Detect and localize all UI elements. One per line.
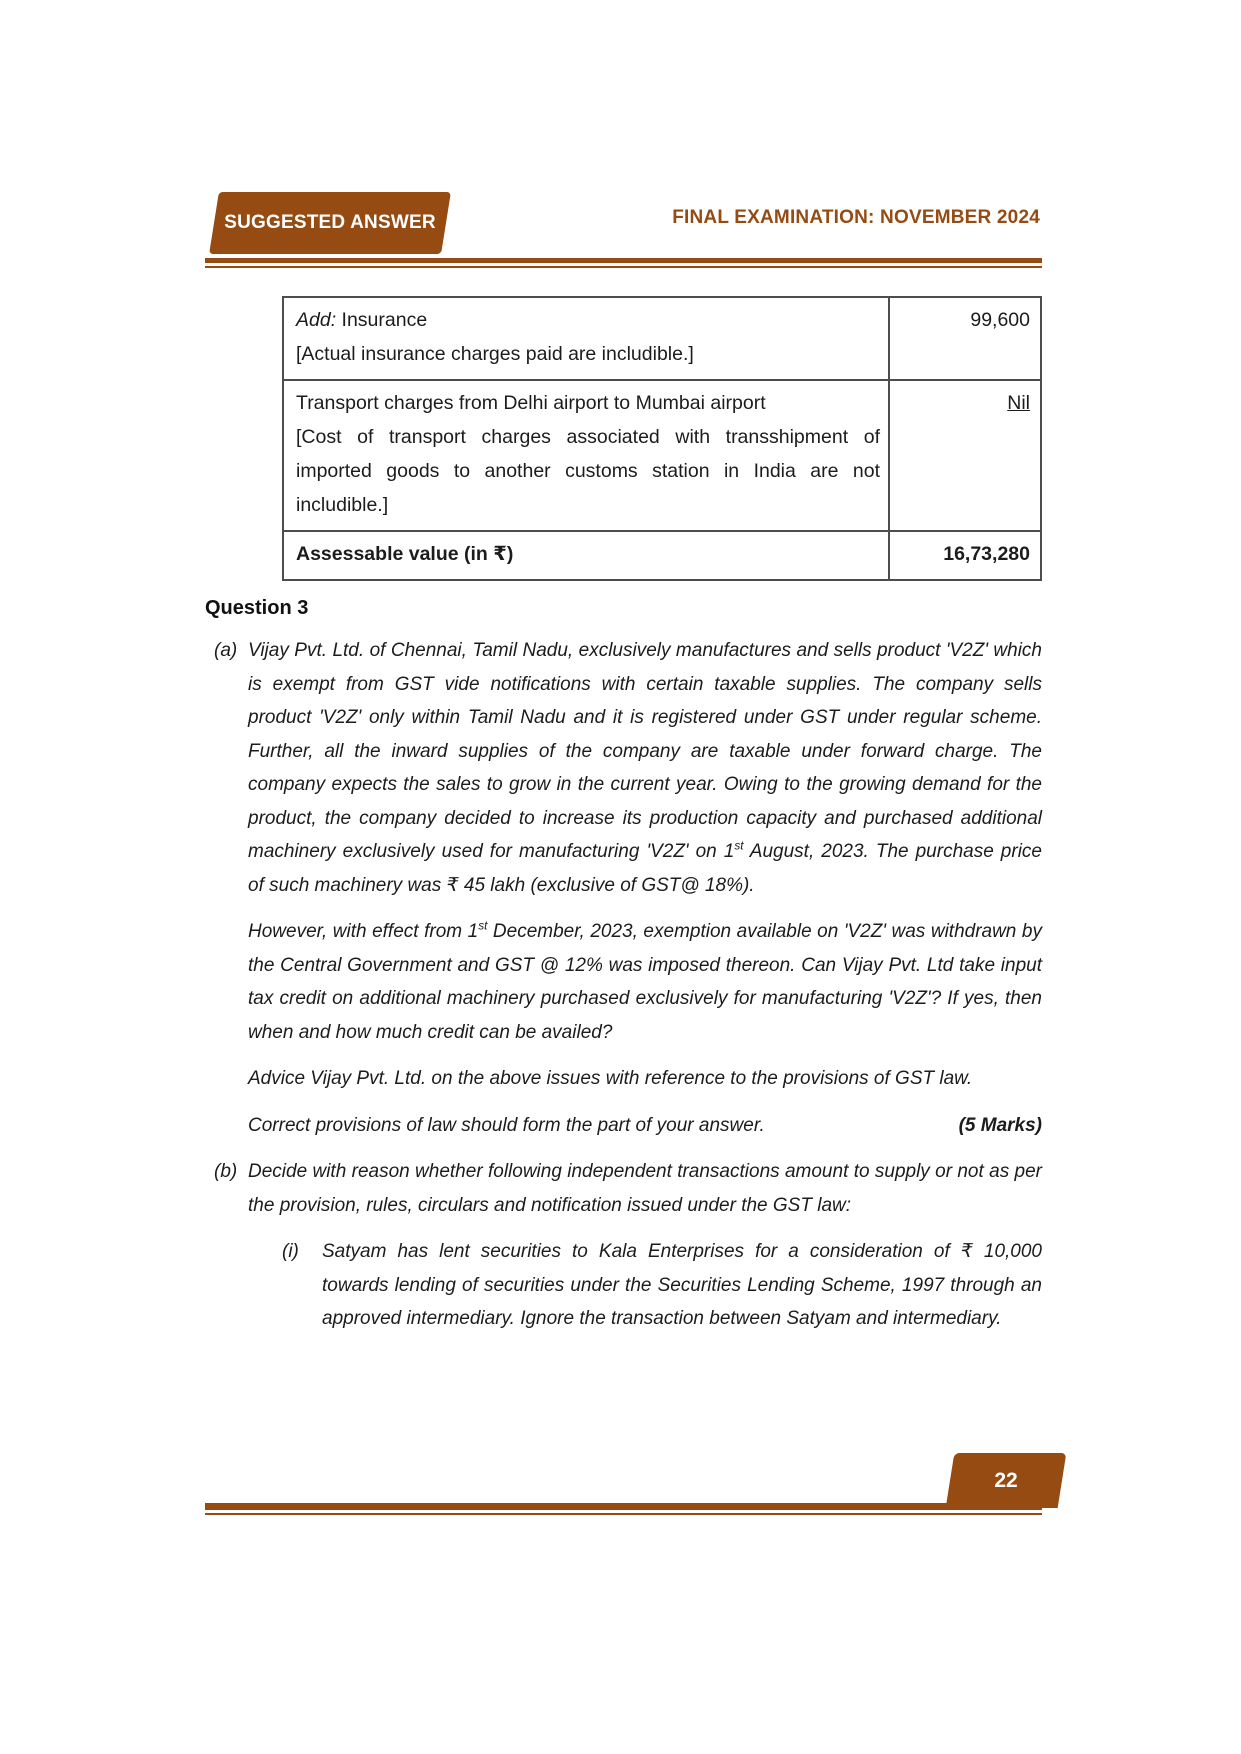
insurance-row-note: [Actual insurance charges paid are includible.] [296, 343, 694, 365]
closing-instruction: Correct provisions of law should form the part of your answer. [248, 1114, 765, 1136]
question-heading: Question 3 [205, 597, 309, 619]
page-number: 22 [994, 1468, 1018, 1492]
ordinal-superscript: st [734, 839, 744, 853]
assessable-value-label-cell: Assessable value (in ₹) [283, 531, 889, 580]
customs-valuation-table [282, 296, 1042, 581]
assessable-value-cell: 16,73,280 [889, 531, 1041, 580]
nil-value: Nil [1007, 392, 1030, 414]
suggested-answer-banner-label: SUGGESTED ANSWER [224, 212, 436, 233]
transport-value-cell [889, 380, 1041, 531]
part-a-paragraph-3: Advice Vijay Pvt. Ltd. on the above issues with reference to the provisions of GST law. [248, 1068, 973, 1089]
table-row-assessable-value [283, 531, 1041, 580]
paragraph-text-segment: August, 2023. The purchase price of such machinery was ₹ 45 lakh (exclusive of GST@ 18%). [248, 841, 1042, 896]
table-row-transport [283, 380, 1041, 531]
header-rule-thin [205, 266, 1042, 268]
part-b-label: (b) [214, 1161, 238, 1182]
insurance-value-cell: 99,600 [889, 297, 1041, 380]
item-i-label: (i) [282, 1241, 299, 1262]
add-prefix: Add: [296, 309, 337, 331]
part-a-label: (a) [214, 640, 238, 661]
paragraph-text-segment: Vijay Pvt. Ltd. of Chennai, Tamil Nadu, exclusively manufactures and sells product 'V2Z' which is exempt from GST vide notifications with certain taxable supplies. The company sells product 'V2Z' only within Tamil Nadu and it is registered under GST under regular scheme. Further, all the inward supplies of the company are taxable under forward charge. The company expects the sales to grow in the current year. Owing to the growing demand for the product, the company decided to increase its production capacity and purchased additional machinery exclusively used for manufacturing 'V2Z' on 1 [248, 640, 1042, 862]
transport-row-title: Transport charges from Delhi airport to Mumbai airport [296, 392, 766, 414]
paragraph-text-segment: December, 2023, exemption available on 'V2Z' was withdrawn by the Central Government and GST @ 12% was imposed thereon. Can Vijay Pvt. Ltd take input tax credit on additional machinery purchased exclusively for manufacturing 'V2Z'? If yes, then when and how much credit can be availed? [248, 921, 1042, 1043]
part-a-closing-line [248, 1109, 1042, 1143]
part-b-intro: Decide with reason whether following independent transactions amount to supply or not as per the provision, rules, circulars and notification issued under the GST law: [248, 1161, 1042, 1216]
header-rule-thick [205, 258, 1042, 263]
transport-description-cell [283, 380, 889, 531]
paragraph-text-segment: However, with effect from 1 [248, 921, 479, 942]
insurance-description-cell [283, 297, 889, 380]
footer-rule-thin [205, 1513, 1042, 1515]
footer-rule-thick [205, 1503, 1042, 1510]
item-i-text: Satyam has lent securities to Kala Enterprises for a consideration of ₹ 10,000 towards lending of securities under the Securities Lending Scheme, 1997 through an approved intermediary. Ignore the transaction between Satyam and intermediary. [322, 1241, 1042, 1329]
marks-badge: (5 Marks) [958, 1114, 1042, 1136]
part-b-item-i [282, 1235, 1042, 1349]
insurance-title-text: Insurance [336, 309, 428, 331]
item-i-body [322, 1235, 1042, 1349]
exam-title: FINAL EXAMINATION: NOVEMBER 2024 [672, 207, 1040, 228]
part-a-paragraph-2 [248, 915, 1042, 1049]
ordinal-superscript: st [478, 919, 488, 933]
table-row-insurance [283, 297, 1041, 380]
page-content [205, 296, 1042, 1349]
part-a-body [248, 634, 1042, 1155]
part-a-paragraph-1 [248, 634, 1042, 902]
question-part-a [205, 634, 1042, 1155]
question-part-b [205, 1155, 1042, 1349]
part-b-body [248, 1155, 1042, 1349]
transport-row-note: [Cost of transport charges associated with transshipment of imported goods to another customs station in India are not includible.] [296, 426, 880, 516]
insurance-row-title [296, 303, 880, 337]
